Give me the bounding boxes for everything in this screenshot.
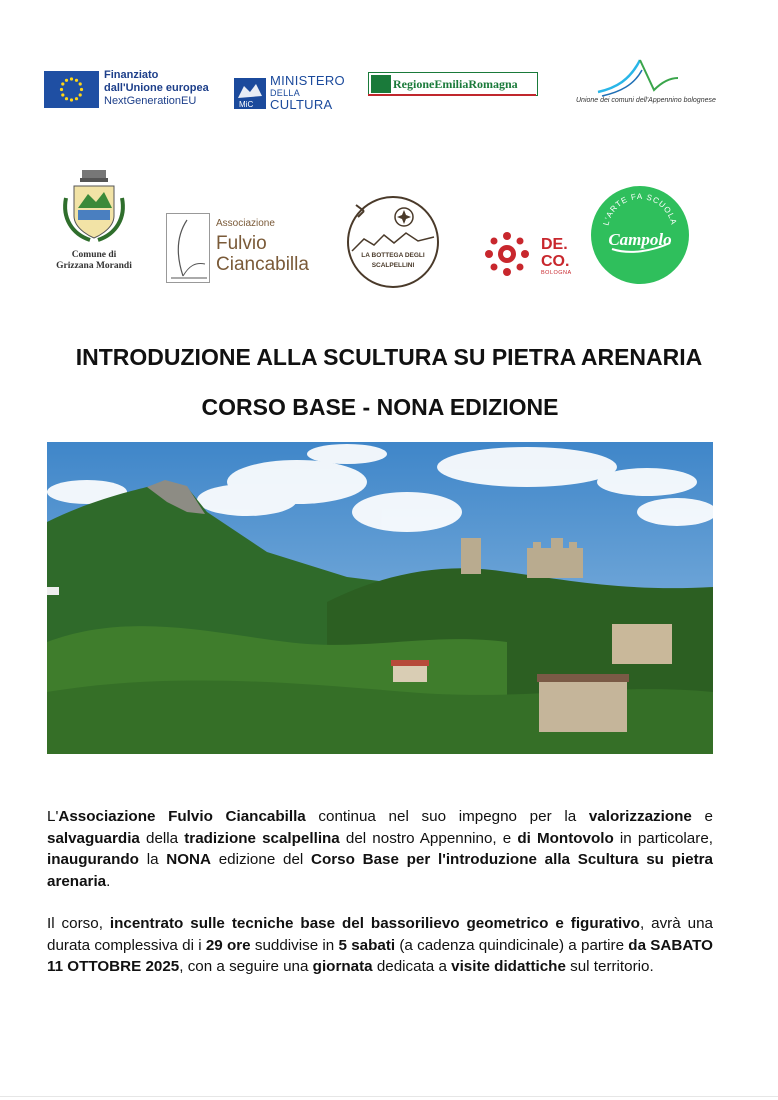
- bold-text-run: giornata: [312, 958, 373, 975]
- ciancabilla-name: Fulvio Ciancabilla: [216, 233, 309, 275]
- bold-text-run: salvaguardia: [47, 829, 140, 847]
- regione-underline: [368, 94, 536, 96]
- bold-text-run: di Montovolo: [517, 829, 614, 847]
- text-run: , con a seguire una: [179, 958, 313, 975]
- text-run: continua nel suo impegno per la: [305, 808, 589, 825]
- comune-coat-of-arms-logo: [60, 168, 128, 253]
- text-run: (a cadenza quindicinale) a partire: [395, 936, 629, 954]
- landscape-castle-photo: [47, 442, 713, 754]
- bold-text-run: Associazione Fulvio Ciancabilla: [58, 808, 306, 825]
- bold-text-run: da SABATO 11 OTTOBRE 2025: [47, 936, 713, 975]
- ciancabilla-assoc-label: Associazione: [216, 218, 275, 229]
- bold-text-run: Corso Base per l'introduzione alla Scultura su pietra arenaria: [47, 851, 714, 890]
- svg-text:L'ARTE FA SCUOLA: L'ARTE FA SCUOLA: [601, 191, 679, 227]
- deco-text: DE. CO.: [541, 236, 570, 270]
- bold-text-run: inaugurando: [47, 851, 139, 868]
- text-run: dedicata a: [372, 958, 452, 975]
- bold-text-run: valorizzazione: [588, 808, 692, 825]
- eu-flag-logo: [44, 71, 99, 108]
- regione-emilia-romagna-logo: RegioneEmiliaRomagna: [368, 72, 538, 96]
- svg-text:MiC: MiC: [239, 100, 254, 109]
- page-bottom-divider: [0, 1096, 778, 1097]
- comune-grizzana-text: Comune di Grizzana Morandi: [56, 250, 132, 271]
- svg-text:SCALPELLINI: SCALPELLINI: [371, 262, 415, 269]
- deco-gear-icon: [483, 230, 531, 283]
- text-run: .: [106, 872, 111, 890]
- unione-appennino-text: Unione dei comuni dell'Appennino bolognese: [576, 97, 716, 104]
- bold-text-run: visite didattiche: [451, 958, 566, 975]
- svg-text:LA BOTTEGA DEGLI: LA BOTTEGA DEGLI: [361, 252, 425, 259]
- text-run: L': [47, 808, 59, 825]
- bottega-scalpellini-logo: [344, 193, 442, 296]
- text-run: la: [138, 851, 167, 868]
- text-run: Il corso,: [47, 915, 110, 932]
- text-run: della: [139, 829, 185, 847]
- page-subtitle: CORSO BASE - NONA EDIZIONE: [201, 394, 559, 420]
- intro-paragraph: [47, 806, 713, 892]
- regione-mark-icon: [371, 75, 391, 93]
- bold-text-run: tradizione scalpellina: [184, 829, 340, 847]
- text-run: del nostro Appennino, e: [339, 829, 518, 847]
- eu-funding-text: Finanziato dall'Unione europea NextGenerationEU: [104, 69, 209, 107]
- text-run: del: [275, 851, 311, 868]
- deco-bologna-text: BOLOGNA: [541, 270, 572, 276]
- text-run: sul territorio.: [565, 958, 654, 975]
- text-run: e: [691, 808, 713, 825]
- bold-text-run: NONA: [166, 851, 211, 868]
- text-run: suddivise in: [250, 936, 339, 954]
- bold-text-run: 29 ore: [205, 936, 251, 954]
- unione-appennino-logo: [596, 52, 680, 103]
- campolo-logo: [590, 185, 690, 290]
- text-run: , avrà una durata complessiva di i: [47, 915, 713, 954]
- ciancabilla-logo-frame: [166, 213, 210, 283]
- text-run: in particolare,: [613, 829, 713, 847]
- course-details-paragraph: [47, 913, 713, 978]
- bold-text-run: incentrato sulle tecniche base del bassorilievo geometrico e figurativo: [109, 915, 640, 932]
- svg-text:Campolo: Campolo: [608, 230, 672, 249]
- text-run: edizione: [210, 851, 276, 868]
- mic-logo: [234, 78, 266, 109]
- page-title: INTRODUZIONE ALLA SCULTURA SU PIETRA ARENARIA: [75, 344, 703, 370]
- ministero-cultura-text: MINISTERO DELLA CULTURA: [270, 73, 345, 112]
- bold-text-run: 5 sabati: [338, 936, 396, 954]
